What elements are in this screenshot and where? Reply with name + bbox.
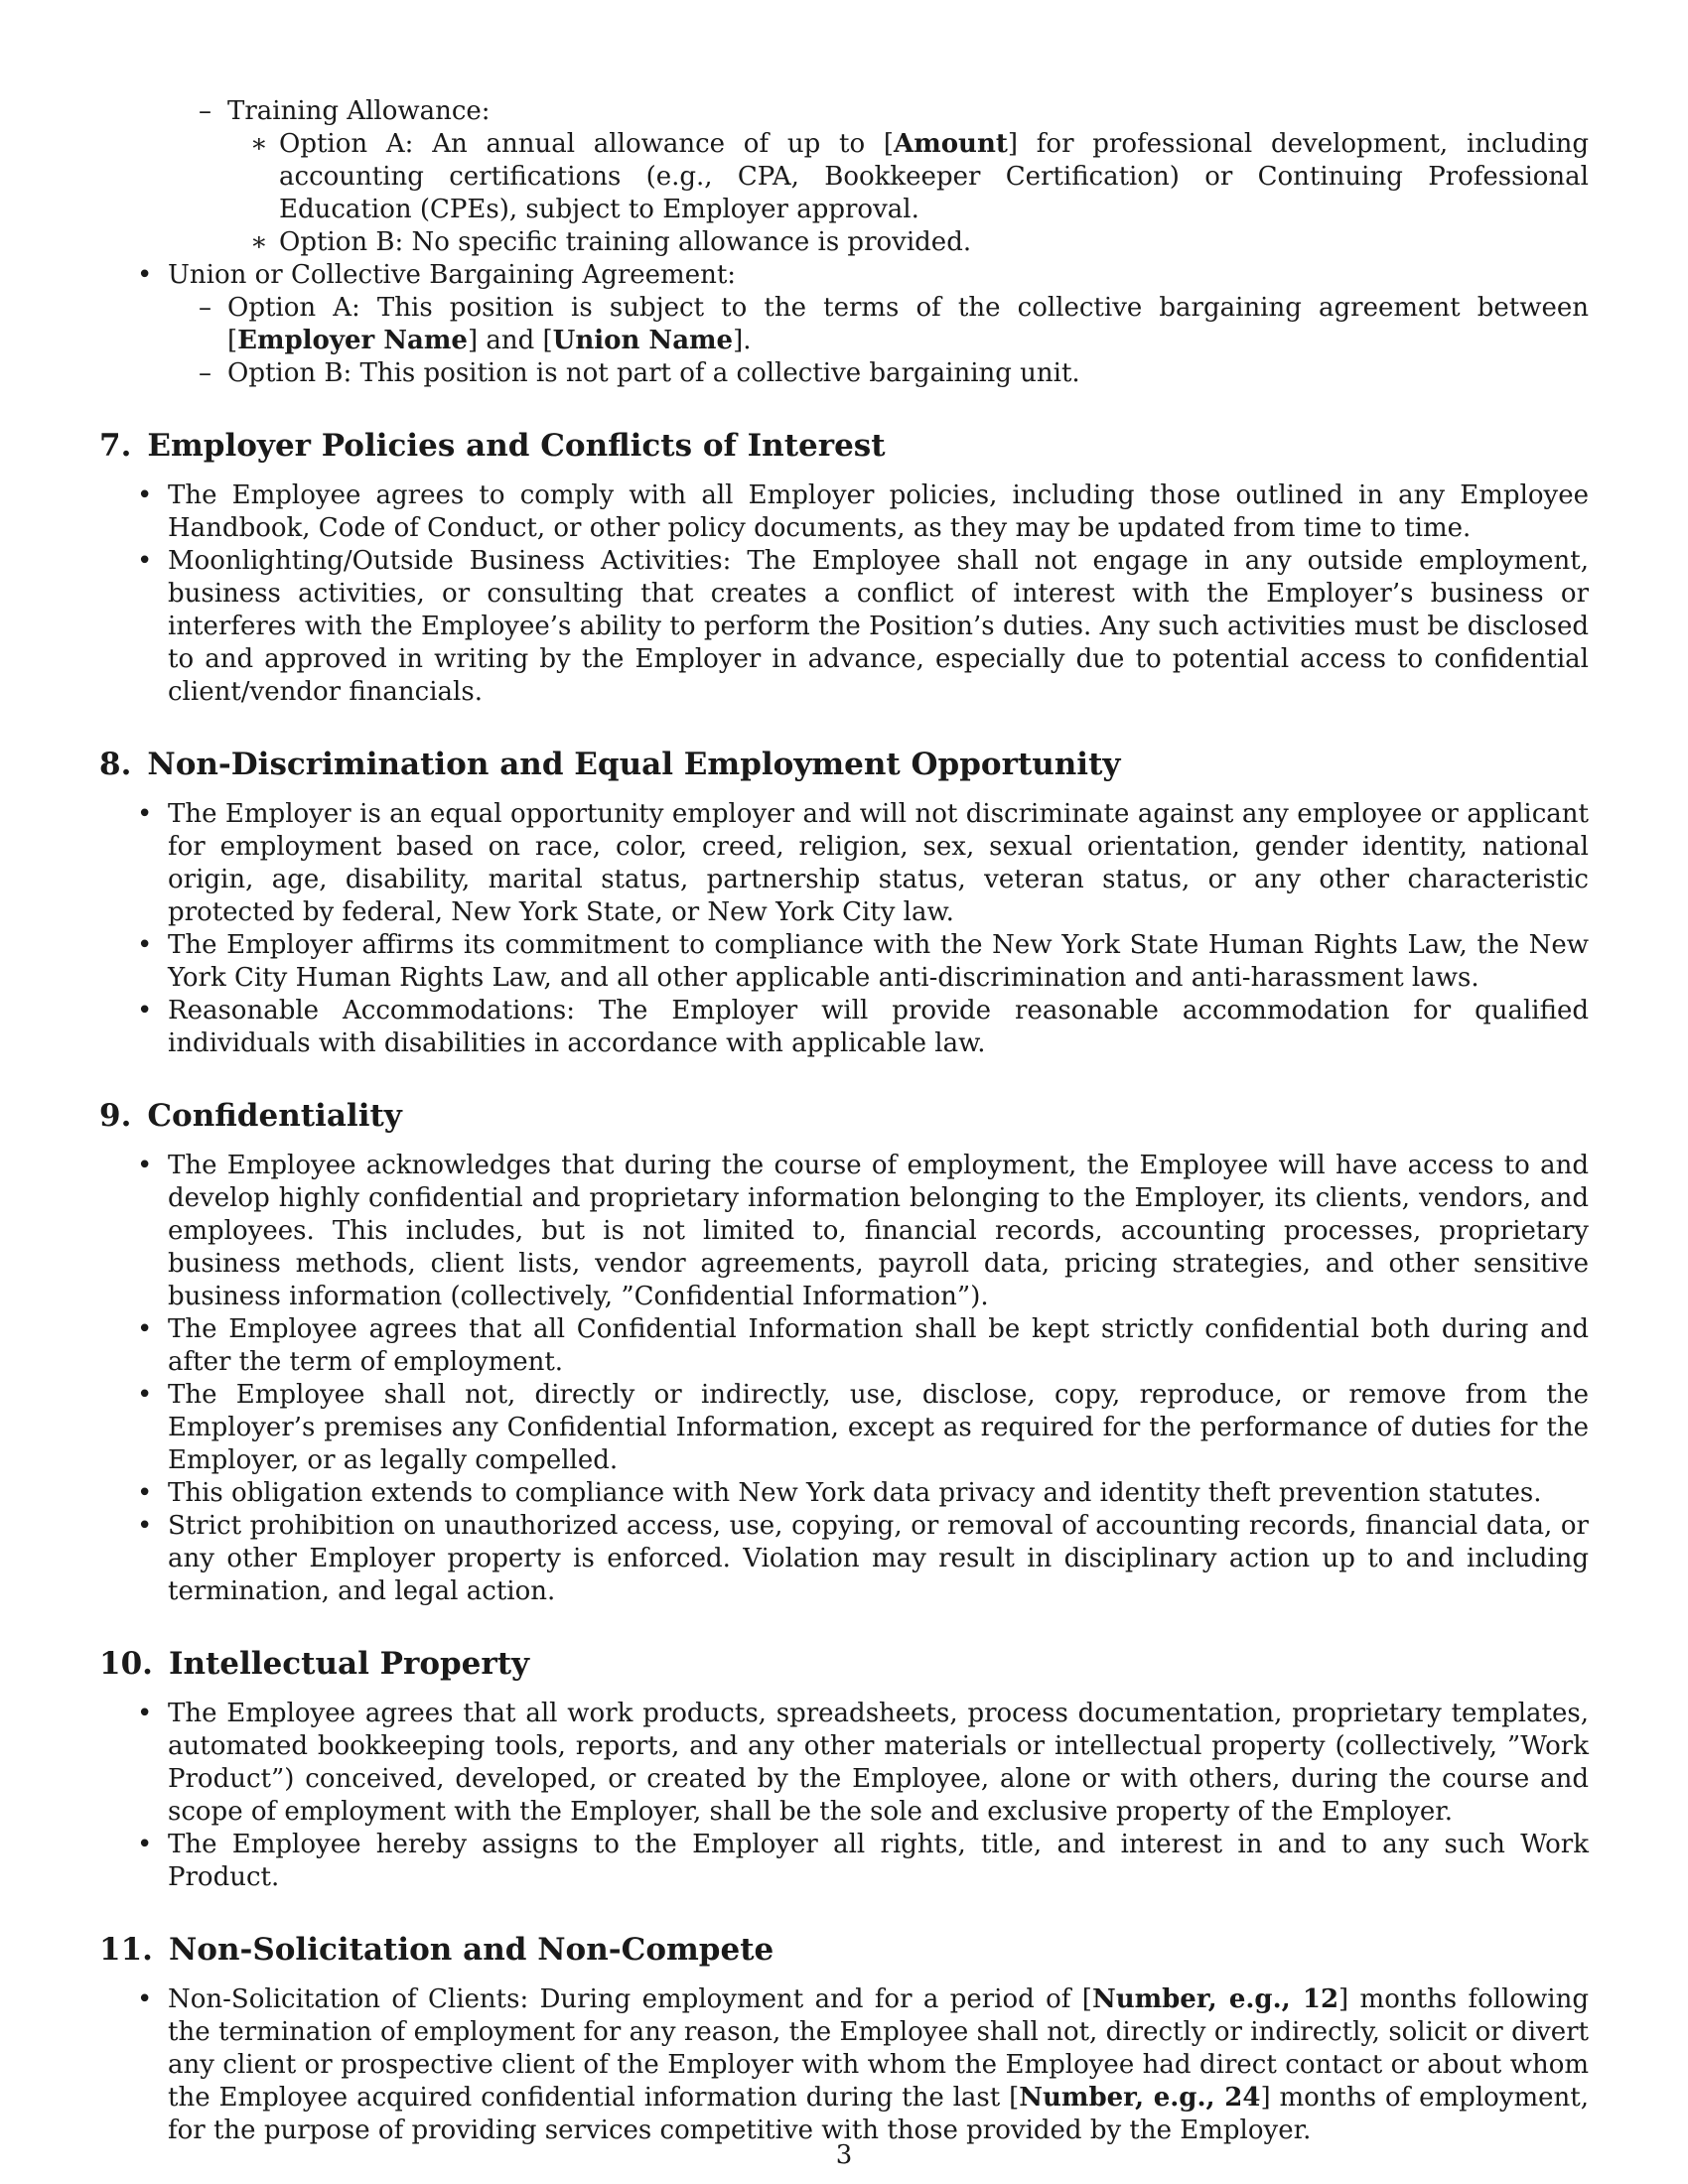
training-option-a: ∗ Option A: An annual allowance of up to [Amount] for professional development, including accounting certifications (e.g., CPA, Bookkeeper Certification) or Continuing Professional Education (CPEs), subject to Employer approval.	[99, 128, 1589, 226]
benefits-continued-list	[99, 95, 1589, 390]
list-item: • The Employee agrees that all work products, spreadsheets, process documentation, proprietary templates, automated bookkeeping tools, reports, and any other materials or intellectual property (collectively, ”Work Product”) conceived, developed, or created by the Employee, alone or with others, during the course and scope of employment with the Employer, shall be the sole and exclusive property of the Employer.	[99, 1698, 1589, 1829]
document-page	[99, 95, 1589, 2147]
list-item: • This obligation extends to compliance with New York data privacy and identity theft prevention statutes.	[99, 1477, 1589, 1510]
training-allowance-item: – Training Allowance:	[99, 95, 1589, 128]
list-item: • Non-Solicitation of Clients: During employment and for a period of [Number, e.g., 12] months following the termination of employment for any reason, the Employee shall not, directly or indirectly, solicit or divert any client or prospective client of the Employer with whom the Employee had direct contact or about whom the Employee acquired confidential information during the last [Number, e.g., 24] months of employment, for the purpose of providing services competitive with those provided by the Employer.	[99, 1983, 1589, 2147]
section-9	[99, 1096, 1589, 1608]
section-heading: 7. Employer Policies and Conflicts of Interest	[99, 428, 886, 464]
list-item: • The Employee agrees that all Confidential Information shall be kept strictly confidential both during and after the term of employment.	[99, 1313, 1589, 1379]
list-item: • The Employer affirms its commitment to compliance with the New York State Human Rights Law, the New York City Human Rights Law, and all other applicable anti-discrimination and anti-harassment laws.	[99, 929, 1589, 995]
union-option-a: – Option A: This position is subject to the terms of the collective bargaining agreement between [Employer Name] and [Union Name].	[99, 292, 1589, 357]
section-10	[99, 1644, 1589, 1894]
section-11	[99, 1930, 1589, 2147]
list-item: • Strict prohibition on unauthorized access, use, copying, or removal of accounting records, financial data, or any other Employer property is enforced. Violation may result in disciplinary action up to and including termination, and legal action.	[99, 1510, 1589, 1608]
list-item: • The Employee shall not, directly or indirectly, use, disclose, copy, reproduce, or remove from the Employer’s premises any Confidential Information, except as required for the performance of duties for the Employer, or as legally compelled.	[99, 1379, 1589, 1477]
union-option-b: – Option B: This position is not part of a collective bargaining unit.	[99, 357, 1589, 390]
list-item: • Reasonable Accommodations: The Employer will provide reasonable accommodation for qualified individuals with disabilities in accordance with applicable law.	[99, 995, 1589, 1060]
section-heading: 11. Non-Solicitation and Non-Compete	[99, 1932, 774, 1968]
section-heading: 8. Non-Discrimination and Equal Employment Opportunity	[99, 747, 1121, 782]
training-option-b: ∗ Option B: No specific training allowance is provided.	[99, 226, 1589, 259]
list-item: • Moonlighting/Outside Business Activities: The Employee shall not engage in any outside employment, business activities, or consulting that creates a conflict of interest with the Employer’s business or interferes with the Employee’s ability to perform the Position’s duties. Any such activities must be disclosed to and approved in writing by the Employer in advance, especially due to potential access to confidential client/vendor financials.	[99, 545, 1589, 709]
section-8	[99, 745, 1589, 1060]
union-item: • Union or Collective Bargaining Agreement:	[99, 259, 1589, 292]
page-number: 3	[835, 2140, 853, 2170]
section-heading: 10. Intellectual Property	[99, 1646, 530, 1682]
section-heading: 9. Confidentiality	[99, 1098, 402, 1134]
list-item: • The Employer is an equal opportunity employer and will not discriminate against any employee or applicant for employment based on race, color, creed, religion, sex, sexual orientation, gender identity, national origin, age, disability, marital status, partnership status, veteran status, or any other characteristic protected by federal, New York State, or New York City law.	[99, 798, 1589, 929]
list-item: • The Employee acknowledges that during the course of employment, the Employee will have access to and develop highly confidential and proprietary information belonging to the Employer, its clients, vendors, and employees. This includes, but is not limited to, financial records, accounting processes, proprietary business methods, client lists, vendor agreements, payroll data, pricing strategies, and other sensitive business information (collectively, ”Confidential Information”).	[99, 1150, 1589, 1313]
list-item: • The Employee agrees to comply with all Employer policies, including those outlined in any Employee Handbook, Code of Conduct, or other policy documents, as they may be updated from time to time.	[99, 479, 1589, 545]
section-7	[99, 426, 1589, 709]
list-item: • The Employee hereby assigns to the Employer all rights, title, and interest in and to any such Work Product.	[99, 1829, 1589, 1894]
